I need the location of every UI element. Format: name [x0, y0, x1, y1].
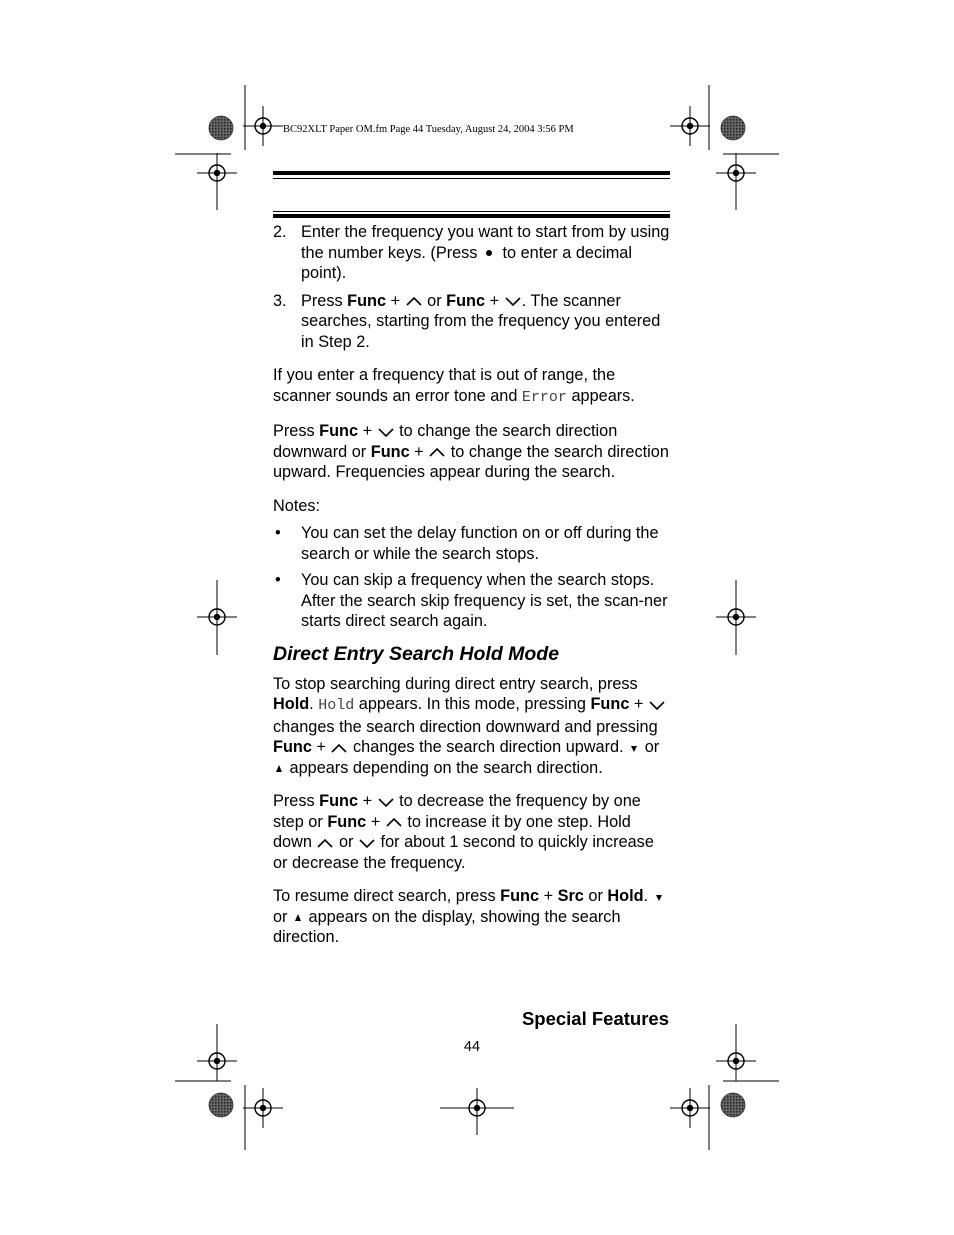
- top-rule-thick: [273, 171, 670, 175]
- down-triangle-indicator-icon: [653, 891, 665, 903]
- hold-paragraph: To stop searching during direct entry search, press Hold. Hold appears. In this mode, pressing Func + changes the search direction downward and pressing Func + changes the search direction upward. or appears depending on the search direction.: [273, 674, 670, 779]
- page-number: 44: [463, 1039, 481, 1055]
- registration-star-icon: [721, 116, 745, 140]
- down-arrow-key-icon: [504, 295, 522, 307]
- section-heading: Direct Entry Search Hold Mode: [273, 642, 560, 665]
- down-arrow-key-icon: [358, 837, 376, 849]
- down-arrow-key-icon: [377, 796, 395, 808]
- step-paragraph: Press Func + to decrease the frequency by one step or Func + to increase it by one step. Hold down or for about 1 second to quickly increase or decrease the frequency.: [273, 792, 654, 872]
- section-footer-title: Special Features: [521, 1008, 669, 1029]
- up-triangle-indicator-icon: [292, 911, 304, 923]
- direction-paragraph: Press Func + to change the search direction downward or Func + to change the search direction upward. Frequencies appear during the search.: [273, 422, 669, 481]
- page-body: [273, 222, 670, 961]
- up-arrow-key-icon: [330, 742, 348, 754]
- section-rule-thick: [273, 214, 670, 218]
- error-display-text: Error: [521, 388, 567, 406]
- registration-cross-icon: [716, 153, 756, 193]
- hold-display-text: Hold: [318, 697, 355, 714]
- registration-cross-icon: [197, 1041, 237, 1081]
- top-rule-thin: [273, 178, 670, 179]
- registration-cross-icon: [716, 1041, 756, 1081]
- resume-paragraph: To resume direct search, press Func + Src or Hold. or appears on the display, showing the search direction.: [273, 886, 670, 948]
- up-arrow-key-icon: [316, 837, 334, 849]
- step-2: 2. Enter the frequency you want to start from by using the number keys. (Press to enter a decimal point).: [273, 223, 670, 282]
- up-arrow-key-icon: [405, 295, 423, 307]
- up-arrow-key-icon: [385, 816, 403, 828]
- error-paragraph: If you enter a frequency that is out of range, the scanner sounds an error tone and Error appears.: [273, 366, 635, 406]
- registration-star-icon: [209, 116, 233, 140]
- note-item: • You can skip a frequency when the search stops. After the search skip frequency is set, the scan-ner starts direct search again.: [275, 571, 668, 630]
- note-item: • You can set the delay function on or off during the search or while the search stops.: [275, 524, 659, 563]
- file-info-header: BC92XLT Paper OM.fm Page 44 Tuesday, August 24, 2004 3:56 PM: [283, 124, 574, 135]
- section-rule-thin: [273, 211, 670, 212]
- registration-cross-icon: [670, 1088, 710, 1128]
- notes-label: Notes:: [273, 496, 321, 515]
- down-arrow-key-icon: [377, 426, 395, 438]
- registration-star-icon: [209, 1093, 233, 1117]
- decimal-dot-icon: [482, 247, 498, 259]
- up-arrow-key-icon: [428, 446, 446, 458]
- registration-cross-icon: [197, 153, 237, 193]
- down-triangle-indicator-icon: [628, 742, 640, 754]
- step-3: 3. Press Func + or Func + . The scanner searches, starting from the frequency you entered in Step 2.: [273, 291, 661, 351]
- registration-star-icon: [721, 1093, 745, 1117]
- registration-cross-icon: [670, 106, 710, 146]
- registration-cross-icon: [243, 106, 283, 146]
- registration-cross-icon: [243, 1088, 283, 1128]
- up-triangle-indicator-icon: [273, 762, 285, 774]
- down-arrow-key-icon: [648, 699, 666, 711]
